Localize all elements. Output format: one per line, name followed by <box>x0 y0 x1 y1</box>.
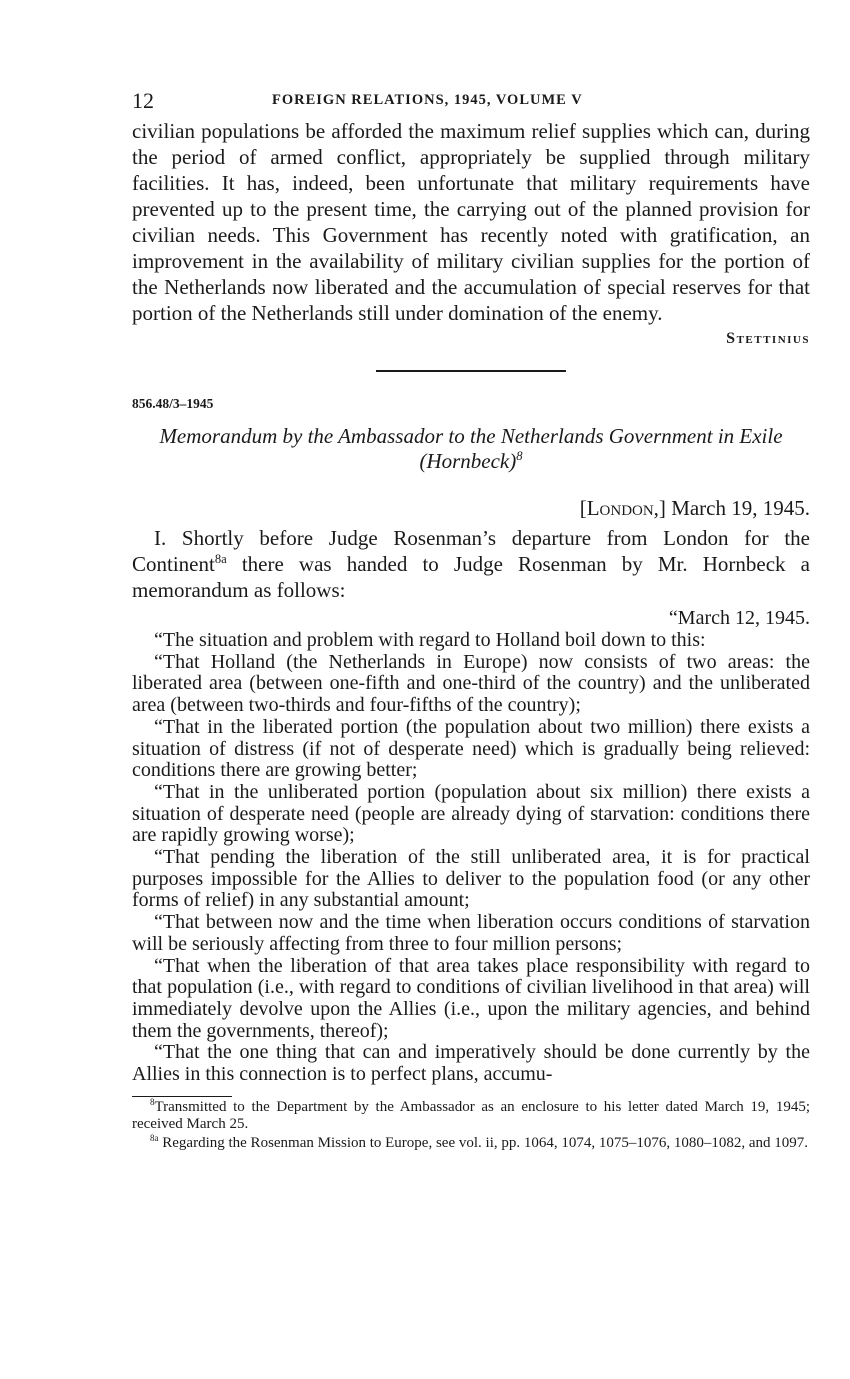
quote-paragraph: “That between now and the time when liberation occurs conditions of starvation will be seriously affecting from three to four million persons; <box>132 911 810 955</box>
intro-paragraph <box>132 525 810 603</box>
section-divider <box>376 370 566 372</box>
file-number: 856.48/3–1945 <box>132 396 214 411</box>
continuation-paragraph: civilian populations be afforded the maximum relief supplies which can, during the period of armed conflict, appropriately be supplied through military facilities. It has, indeed, been unfortunate that military requirements have prevented up to the present time, the carrying out of the planned provision for civilian needs. This Government has recently noted with gratification, an improvement in the availability of military civilian supplies for the portion of the Netherlands now liberated and the accumulation of special reserves for that portion of the Netherlands still under domination of the enemy. <box>132 119 810 325</box>
quoted-memorandum <box>132 630 810 1086</box>
quote-paragraph: “That pending the liberation of the still unliberated area, it is for practical purposes impossible for the Allies to deliver to the population food (or any other forms of relief) in any substantial amount; <box>132 846 810 912</box>
footnote-divider <box>132 1096 232 1097</box>
quote-date: “March 12, 1945. <box>668 607 810 629</box>
dateline <box>132 496 810 521</box>
document-title-text: Memorandum by the Ambassador to the Netherlands Government in Exile (Hornbeck) <box>159 424 783 473</box>
quote-paragraph: “That in the unliberated portion (population about six million) there exists a situation of desperate need (people are already dying of starvation: conditions there are rapidly growing worse); <box>132 780 810 847</box>
quote-paragraph: “The situation and problem with regard to Holland boil down to this: <box>154 629 706 651</box>
signature-name: Stettinius <box>726 330 810 347</box>
footnote-mark: 8 <box>150 1096 155 1107</box>
document-title <box>132 424 810 474</box>
footnote-text: Regarding the Rosenman Mission to Europe, see vol. ii, pp. 1064, 1074, 1075–1076, 1080–1082, and 1097. <box>162 1134 809 1151</box>
footnotes <box>132 1096 810 1152</box>
dateline-place: [London,] <box>579 496 666 520</box>
quote-paragraph: “That when the liberation of that area takes place responsibility with regard to that population (i.e., with regard to conditions of civilian livelihood in that area) will immediately devolve upon the Allies (i.e., upon the military agencies, and behind them the governments, thereof); <box>132 954 810 1042</box>
intro-text-1: I. Shortly before Judge Rosenman’s departure from London for the Continent <box>132 526 810 576</box>
document-page <box>132 88 810 1152</box>
running-head: FOREIGN RELATIONS, 1945, VOLUME V <box>272 92 583 108</box>
intro-text-2: there was handed to Judge Rosenman by Mr. Hornbeck a memorandum as follows: <box>132 552 810 602</box>
dateline-date: March 19, 1945. <box>665 496 810 520</box>
footnote <box>132 1096 810 1133</box>
page-header <box>132 88 810 118</box>
footnote <box>132 1132 810 1152</box>
page-number: 12 <box>132 88 154 113</box>
footnote-mark: 8a <box>150 1132 159 1143</box>
footnote-text: Transmitted to the Department by the Ambassador as an enclosure to his letter dated March 19, 1945; received March 25. <box>132 1098 810 1132</box>
quote-paragraph: “That in the liberated portion (the population about two million) there exists a situation of distress (if not of desperate need) which is gradually being relieved: conditions there are growing better; <box>132 715 810 782</box>
signature <box>132 330 810 348</box>
intro-footnote-mark: 8a <box>214 552 227 566</box>
quote-paragraph: “That the one thing that can and imperatively should be done currently by the Allies in this connection is to perfect plans, accumu- <box>132 1041 810 1086</box>
title-footnote-mark: 8 <box>516 449 523 463</box>
quote-paragraph: “That Holland (the Netherlands in Europe) now consists of two areas: the liberated area (between one-fifth and one-third of the country) and the unliberated area (between two-thirds and four-fifths of the country); <box>132 650 810 717</box>
